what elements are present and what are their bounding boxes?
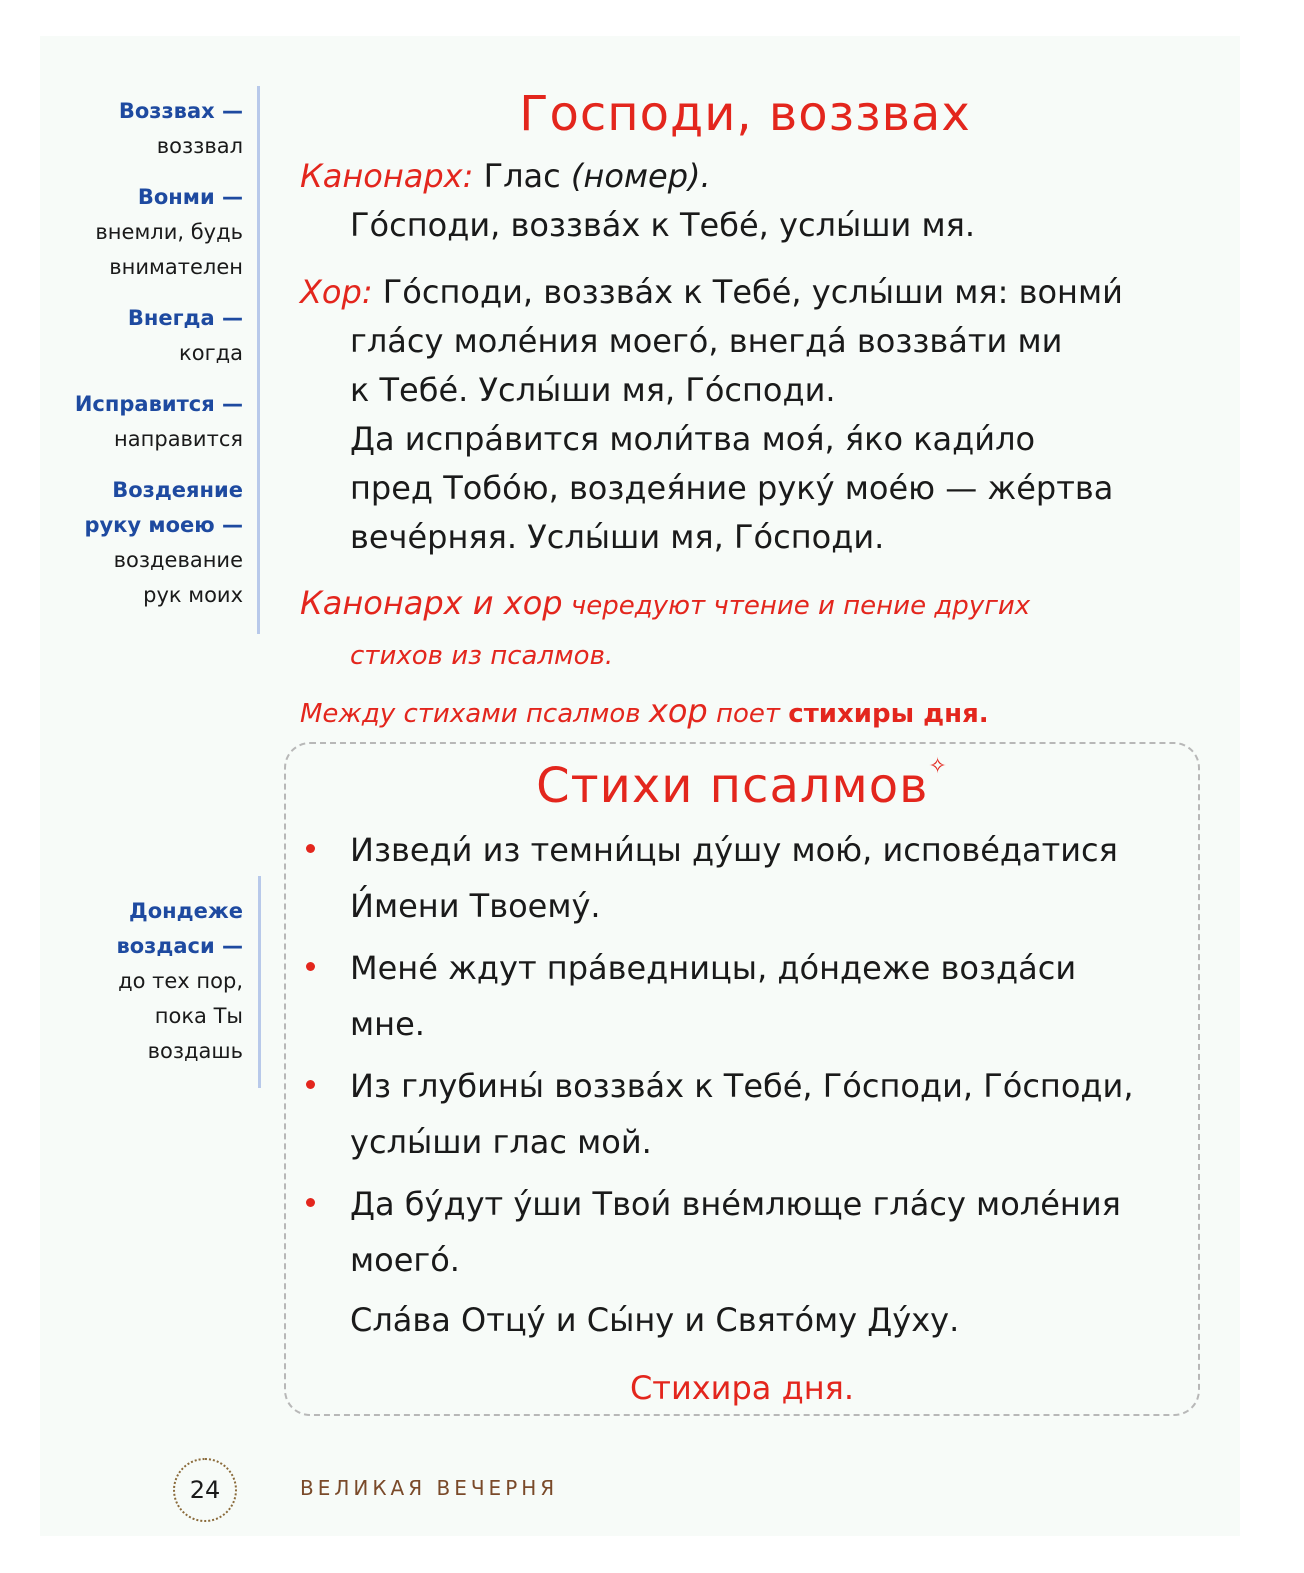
gloss-def: пока Ты (154, 1004, 243, 1028)
gloss-def: воздашь (147, 1039, 243, 1063)
rubric-line (300, 578, 1200, 631)
box-title (286, 754, 1198, 814)
verse-line: Да бу́дут у́ши Твои́ вне́млюще гла́су моле́ния (350, 1185, 1121, 1223)
verse-line: И́мени Твоему́. (350, 887, 601, 925)
glossary-top (0, 94, 243, 629)
verse-item (350, 1176, 1180, 1288)
kanonarch-label: Канонарх: (300, 157, 474, 195)
gloria-line: Сла́ва Отцу́ и Сы́ну и Свято́му Ду́ху. (350, 1301, 960, 1339)
gloss-term: Дондеже (129, 899, 243, 923)
verse-line: Из глубины́ воззва́х к Тебе́, Го́споди, Го́споди, (350, 1067, 1134, 1105)
choir-line: гла́су моле́ния моего́, внегда́ воззва́ти ми (350, 322, 1063, 360)
bullet-icon (306, 1080, 315, 1089)
verse-item (350, 940, 1180, 1052)
box-title-text: Стихи псалмов (536, 758, 929, 814)
choir-line (300, 268, 1200, 317)
gloss-term: Исправится — (74, 392, 243, 416)
gloss-def: внемли, будь (95, 220, 243, 244)
verse-line: Изведи́ из темни́цы ду́шу мою́, испове́датися (350, 831, 1118, 869)
rubric-emph: хор (648, 692, 708, 730)
kanonarch-block (300, 152, 1200, 250)
verse-line: Мене́ ждут пра́ведницы, до́ндеже возда́си (350, 949, 1077, 987)
choir-line: к Тебе́. Услы́ши мя, Го́споди. (350, 371, 836, 409)
kanonarch-text: Глас (473, 157, 571, 195)
gloss-term: руку моею — (84, 513, 243, 537)
choir-line: пред Тобо́ю, воздея́ние руку́ мое́ю — же́ртва (350, 469, 1114, 507)
psalm-verses-box (284, 742, 1200, 1416)
gloss-def: до тех пор, (118, 969, 243, 993)
gloss-vozzvah (0, 94, 243, 164)
choir-block (300, 268, 1200, 562)
sidebar-rule-top (257, 86, 260, 634)
rubric-text: чередуют чтение и пение других (562, 591, 1031, 621)
verse-item (350, 822, 1180, 934)
gloss-term: Вонми — (137, 185, 243, 209)
bullet-icon (306, 1198, 315, 1207)
choir-label: Хор: (300, 273, 373, 311)
gloss-vnegda (0, 301, 243, 371)
choir-line: вече́рняя. Услы́ши мя, Го́споди. (350, 518, 885, 556)
kanonarch-verse: Го́споди, воззва́х к Тебе́, услы́ши мя. (350, 206, 976, 244)
verse-line: мне. (350, 1005, 425, 1043)
rubric-line: стихов из псалмов. (350, 641, 614, 671)
gloss-term: Внегда — (127, 306, 243, 330)
rubric-emph: Канонарх и хор (300, 584, 563, 622)
star-icon: ✧ (928, 754, 948, 779)
sticheron-label: Стихира дня. (629, 1369, 855, 1407)
rubric-bold: стихиры дня. (788, 699, 989, 729)
running-title: ВЕЛИКАЯ ВЕЧЕРНЯ (300, 1476, 559, 1500)
sidebar-rule-bottom (258, 876, 261, 1088)
gloss-def: внимателен (109, 255, 243, 279)
choir-line: Да испра́вится моли́тва моя́, я́ко кади́ло (350, 420, 1036, 458)
gloss-ispravitsya (0, 387, 243, 457)
gloss-def: воздевание (113, 548, 243, 572)
gloss-def: воззвал (156, 134, 243, 158)
gloss-def: направится (114, 427, 243, 451)
kanonarch-line (300, 152, 1200, 201)
page-title: Господи, воззвах (519, 86, 971, 142)
rubric-note-1 (300, 578, 1200, 681)
gloss-term: Воздеяние (112, 478, 243, 502)
bullet-icon (306, 844, 315, 853)
gloss-def: когда (179, 341, 243, 365)
gloss-vozdeyanie (0, 473, 243, 613)
rubric-text: поет (707, 699, 789, 729)
gloss-term: воздаси — (116, 934, 243, 958)
verse-line: моего́. (350, 1241, 460, 1279)
glossary-bottom (0, 894, 243, 1069)
kanonarch-number: (номер). (570, 157, 711, 195)
choir-text: Го́споди, воззва́х к Тебе́, услы́ши мя: вонми́ (372, 273, 1123, 311)
verse-item (350, 1058, 1180, 1170)
gloss-term: Воззвах — (118, 99, 243, 123)
gloss-vonmi (0, 180, 243, 285)
page-number: 24 (173, 1458, 237, 1522)
gloss-def: рук моих (143, 583, 243, 607)
rubric-text: Между стихами псалмов (300, 699, 649, 729)
bullet-icon (306, 962, 315, 971)
rubric-note-2 (300, 686, 1200, 739)
verse-line: услы́ши глас мой. (350, 1123, 652, 1161)
